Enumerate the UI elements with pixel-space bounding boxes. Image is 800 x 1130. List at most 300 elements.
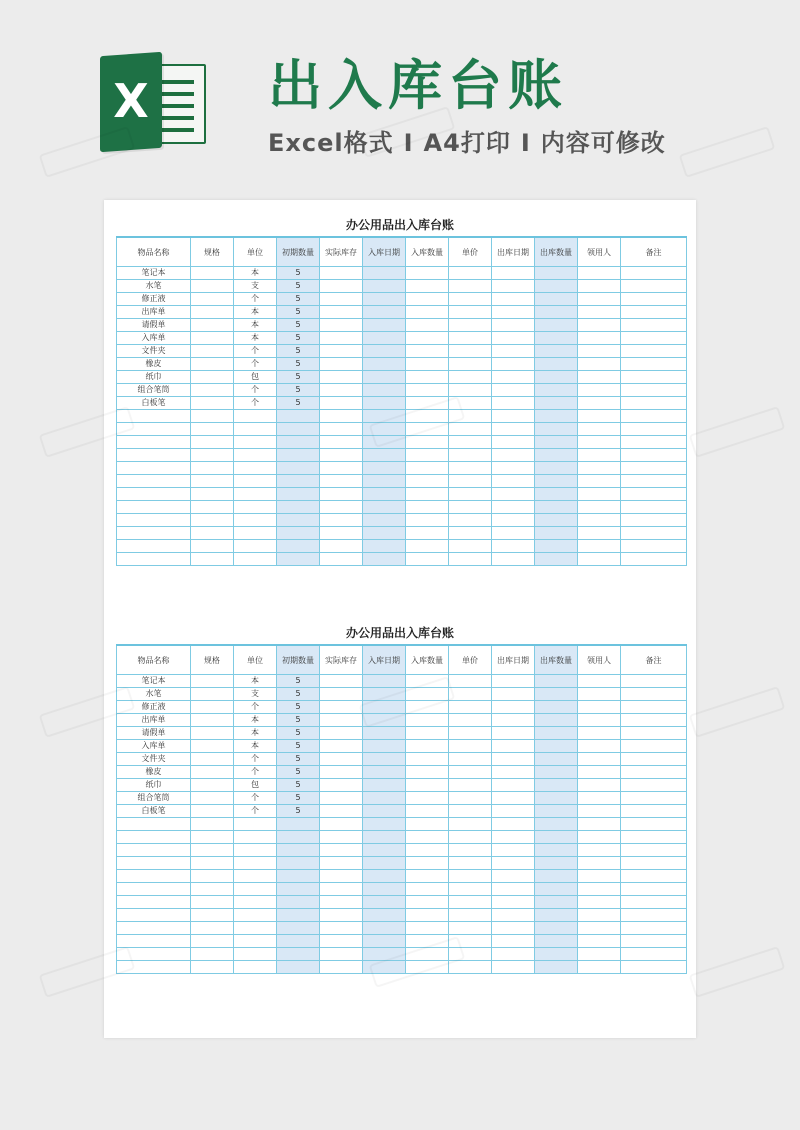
item-unit-cell[interactable]: 个 <box>234 805 277 818</box>
table-cell[interactable] <box>363 319 406 332</box>
table-cell[interactable] <box>535 436 578 449</box>
item-qty-cell[interactable]: 5 <box>277 688 320 701</box>
table-cell[interactable] <box>191 753 234 766</box>
table-cell[interactable] <box>492 727 535 740</box>
table-cell[interactable] <box>449 870 492 883</box>
table-cell[interactable] <box>363 488 406 501</box>
table-cell[interactable] <box>117 831 191 844</box>
table-cell[interactable] <box>191 280 234 293</box>
item-qty-cell[interactable]: 5 <box>277 766 320 779</box>
table-cell[interactable] <box>277 896 320 909</box>
table-cell[interactable] <box>191 384 234 397</box>
table-cell[interactable] <box>492 462 535 475</box>
table-cell[interactable] <box>191 922 234 935</box>
table-cell[interactable] <box>621 740 687 753</box>
table-cell[interactable] <box>117 818 191 831</box>
table-cell[interactable] <box>449 397 492 410</box>
table-cell[interactable] <box>363 540 406 553</box>
table-cell[interactable] <box>320 922 363 935</box>
table-cell[interactable] <box>492 423 535 436</box>
table-cell[interactable] <box>320 527 363 540</box>
table-cell[interactable] <box>578 462 621 475</box>
table-cell[interactable] <box>406 280 449 293</box>
table-cell[interactable] <box>406 688 449 701</box>
table-cell[interactable] <box>621 475 687 488</box>
table-cell[interactable] <box>320 371 363 384</box>
table-cell[interactable] <box>621 306 687 319</box>
table-cell[interactable] <box>492 293 535 306</box>
table-cell[interactable] <box>621 675 687 688</box>
table-cell[interactable] <box>406 961 449 974</box>
table-cell[interactable] <box>449 371 492 384</box>
table-cell[interactable] <box>117 948 191 961</box>
table-cell[interactable] <box>234 831 277 844</box>
table-cell[interactable] <box>234 883 277 896</box>
item-name-cell[interactable]: 水笔 <box>117 280 191 293</box>
table-cell[interactable] <box>535 909 578 922</box>
table-cell[interactable] <box>117 961 191 974</box>
item-name-cell[interactable]: 文件夹 <box>117 753 191 766</box>
table-cell[interactable] <box>621 384 687 397</box>
table-cell[interactable] <box>621 922 687 935</box>
table-cell[interactable] <box>277 436 320 449</box>
table-cell[interactable] <box>578 280 621 293</box>
table-cell[interactable] <box>621 818 687 831</box>
table-cell[interactable] <box>320 948 363 961</box>
table-cell[interactable] <box>621 358 687 371</box>
table-cell[interactable] <box>492 345 535 358</box>
table-cell[interactable] <box>578 423 621 436</box>
table-cell[interactable] <box>363 844 406 857</box>
table-cell[interactable] <box>621 449 687 462</box>
table-cell[interactable] <box>363 805 406 818</box>
table-cell[interactable] <box>535 792 578 805</box>
table-cell[interactable] <box>578 805 621 818</box>
item-unit-cell[interactable]: 包 <box>234 779 277 792</box>
table-cell[interactable] <box>191 805 234 818</box>
table-cell[interactable] <box>363 410 406 423</box>
table-cell[interactable] <box>406 345 449 358</box>
table-cell[interactable] <box>578 514 621 527</box>
table-cell[interactable] <box>363 423 406 436</box>
table-cell[interactable] <box>277 948 320 961</box>
item-unit-cell[interactable]: 个 <box>234 792 277 805</box>
table-cell[interactable] <box>449 358 492 371</box>
table-cell[interactable] <box>535 818 578 831</box>
item-unit-cell[interactable]: 个 <box>234 397 277 410</box>
table-cell[interactable] <box>320 766 363 779</box>
table-cell[interactable] <box>621 423 687 436</box>
table-cell[interactable] <box>191 501 234 514</box>
item-name-cell[interactable]: 白板笔 <box>117 397 191 410</box>
table-cell[interactable] <box>234 948 277 961</box>
table-cell[interactable] <box>191 475 234 488</box>
table-cell[interactable] <box>406 701 449 714</box>
table-cell[interactable] <box>621 961 687 974</box>
table-cell[interactable] <box>406 896 449 909</box>
table-cell[interactable] <box>621 488 687 501</box>
table-cell[interactable] <box>578 870 621 883</box>
table-cell[interactable] <box>363 688 406 701</box>
table-cell[interactable] <box>191 935 234 948</box>
table-cell[interactable] <box>449 779 492 792</box>
table-cell[interactable] <box>363 792 406 805</box>
table-cell[interactable] <box>320 384 363 397</box>
table-cell[interactable] <box>363 935 406 948</box>
table-cell[interactable] <box>363 514 406 527</box>
table-cell[interactable] <box>578 779 621 792</box>
table-cell[interactable] <box>492 675 535 688</box>
table-cell[interactable] <box>535 267 578 280</box>
table-cell[interactable] <box>234 462 277 475</box>
table-cell[interactable] <box>406 319 449 332</box>
table-cell[interactable] <box>621 371 687 384</box>
item-unit-cell[interactable]: 本 <box>234 675 277 688</box>
item-name-cell[interactable]: 出库单 <box>117 306 191 319</box>
table-cell[interactable] <box>578 358 621 371</box>
table-cell[interactable] <box>578 540 621 553</box>
table-cell[interactable] <box>449 961 492 974</box>
table-cell[interactable] <box>363 449 406 462</box>
table-cell[interactable] <box>320 488 363 501</box>
table-cell[interactable] <box>406 831 449 844</box>
table-cell[interactable] <box>406 306 449 319</box>
table-cell[interactable] <box>492 306 535 319</box>
table-cell[interactable] <box>363 753 406 766</box>
table-cell[interactable] <box>191 701 234 714</box>
table-cell[interactable] <box>449 306 492 319</box>
table-cell[interactable] <box>449 896 492 909</box>
item-unit-cell[interactable]: 个 <box>234 766 277 779</box>
table-cell[interactable] <box>117 423 191 436</box>
table-cell[interactable] <box>363 384 406 397</box>
item-unit-cell[interactable]: 本 <box>234 740 277 753</box>
item-unit-cell[interactable]: 支 <box>234 280 277 293</box>
table-cell[interactable] <box>578 883 621 896</box>
table-cell[interactable] <box>578 818 621 831</box>
table-cell[interactable] <box>578 332 621 345</box>
table-cell[interactable] <box>492 267 535 280</box>
table-cell[interactable] <box>320 792 363 805</box>
table-cell[interactable] <box>578 909 621 922</box>
item-unit-cell[interactable]: 个 <box>234 701 277 714</box>
table-cell[interactable] <box>406 371 449 384</box>
table-cell[interactable] <box>277 449 320 462</box>
table-cell[interactable] <box>492 909 535 922</box>
table-cell[interactable] <box>621 857 687 870</box>
table-cell[interactable] <box>406 766 449 779</box>
table-cell[interactable] <box>492 384 535 397</box>
table-cell[interactable] <box>492 540 535 553</box>
table-cell[interactable] <box>449 818 492 831</box>
item-unit-cell[interactable]: 包 <box>234 371 277 384</box>
table-cell[interactable] <box>191 540 234 553</box>
table-cell[interactable] <box>363 501 406 514</box>
table-cell[interactable] <box>578 410 621 423</box>
table-cell[interactable] <box>363 766 406 779</box>
table-cell[interactable] <box>449 857 492 870</box>
table-cell[interactable] <box>578 384 621 397</box>
item-name-cell[interactable]: 入库单 <box>117 332 191 345</box>
table-cell[interactable] <box>535 831 578 844</box>
table-cell[interactable] <box>191 436 234 449</box>
table-cell[interactable] <box>621 410 687 423</box>
table-cell[interactable] <box>363 909 406 922</box>
table-cell[interactable] <box>320 701 363 714</box>
table-cell[interactable] <box>320 740 363 753</box>
table-cell[interactable] <box>363 727 406 740</box>
table-cell[interactable] <box>578 319 621 332</box>
table-cell[interactable] <box>277 514 320 527</box>
table-cell[interactable] <box>320 714 363 727</box>
item-name-cell[interactable]: 笔记本 <box>117 675 191 688</box>
table-cell[interactable] <box>191 948 234 961</box>
table-cell[interactable] <box>191 553 234 566</box>
table-cell[interactable] <box>621 714 687 727</box>
table-cell[interactable] <box>363 397 406 410</box>
item-qty-cell[interactable]: 5 <box>277 753 320 766</box>
table-cell[interactable] <box>117 935 191 948</box>
table-cell[interactable] <box>191 306 234 319</box>
table-cell[interactable] <box>449 766 492 779</box>
table-cell[interactable] <box>277 961 320 974</box>
table-cell[interactable] <box>320 514 363 527</box>
item-qty-cell[interactable]: 5 <box>277 371 320 384</box>
table-cell[interactable] <box>535 753 578 766</box>
table-cell[interactable] <box>191 332 234 345</box>
table-cell[interactable] <box>320 896 363 909</box>
table-cell[interactable] <box>320 423 363 436</box>
table-cell[interactable] <box>363 922 406 935</box>
table-cell[interactable] <box>191 727 234 740</box>
table-cell[interactable] <box>406 540 449 553</box>
table-cell[interactable] <box>578 267 621 280</box>
table-cell[interactable] <box>449 714 492 727</box>
table-cell[interactable] <box>117 909 191 922</box>
table-cell[interactable] <box>535 727 578 740</box>
table-cell[interactable] <box>449 423 492 436</box>
table-cell[interactable] <box>578 857 621 870</box>
table-cell[interactable] <box>117 527 191 540</box>
table-cell[interactable] <box>320 779 363 792</box>
table-cell[interactable] <box>492 740 535 753</box>
table-cell[interactable] <box>449 384 492 397</box>
item-qty-cell[interactable]: 5 <box>277 384 320 397</box>
table-cell[interactable] <box>492 280 535 293</box>
table-cell[interactable] <box>406 267 449 280</box>
table-cell[interactable] <box>277 870 320 883</box>
item-name-cell[interactable]: 出库单 <box>117 714 191 727</box>
table-cell[interactable] <box>191 462 234 475</box>
table-cell[interactable] <box>535 319 578 332</box>
table-cell[interactable] <box>492 805 535 818</box>
table-cell[interactable] <box>535 540 578 553</box>
table-cell[interactable] <box>492 948 535 961</box>
item-unit-cell[interactable]: 支 <box>234 688 277 701</box>
table-cell[interactable] <box>535 306 578 319</box>
table-cell[interactable] <box>234 436 277 449</box>
item-unit-cell[interactable]: 个 <box>234 753 277 766</box>
table-cell[interactable] <box>191 449 234 462</box>
table-cell[interactable] <box>320 345 363 358</box>
table-cell[interactable] <box>535 714 578 727</box>
item-unit-cell[interactable]: 个 <box>234 345 277 358</box>
table-cell[interactable] <box>535 961 578 974</box>
table-cell[interactable] <box>363 831 406 844</box>
table-cell[interactable] <box>449 345 492 358</box>
table-cell[interactable] <box>277 857 320 870</box>
table-cell[interactable] <box>535 805 578 818</box>
item-unit-cell[interactable]: 本 <box>234 267 277 280</box>
table-cell[interactable] <box>449 753 492 766</box>
table-cell[interactable] <box>535 922 578 935</box>
table-cell[interactable] <box>320 436 363 449</box>
table-cell[interactable] <box>449 935 492 948</box>
table-cell[interactable] <box>621 753 687 766</box>
table-cell[interactable] <box>535 766 578 779</box>
item-qty-cell[interactable]: 5 <box>277 280 320 293</box>
table-cell[interactable] <box>320 831 363 844</box>
table-cell[interactable] <box>535 935 578 948</box>
table-cell[interactable] <box>320 540 363 553</box>
table-cell[interactable] <box>191 844 234 857</box>
table-cell[interactable] <box>234 410 277 423</box>
table-cell[interactable] <box>117 449 191 462</box>
table-cell[interactable] <box>406 753 449 766</box>
item-unit-cell[interactable]: 本 <box>234 714 277 727</box>
table-cell[interactable] <box>320 870 363 883</box>
table-cell[interactable] <box>621 701 687 714</box>
item-unit-cell[interactable]: 本 <box>234 319 277 332</box>
table-cell[interactable] <box>320 358 363 371</box>
table-cell[interactable] <box>535 371 578 384</box>
table-cell[interactable] <box>406 792 449 805</box>
table-cell[interactable] <box>191 909 234 922</box>
table-cell[interactable] <box>621 332 687 345</box>
table-cell[interactable] <box>191 779 234 792</box>
table-cell[interactable] <box>578 753 621 766</box>
table-cell[interactable] <box>117 857 191 870</box>
table-cell[interactable] <box>449 332 492 345</box>
item-name-cell[interactable]: 组合笔筒 <box>117 384 191 397</box>
table-cell[interactable] <box>535 740 578 753</box>
item-qty-cell[interactable]: 5 <box>277 740 320 753</box>
table-cell[interactable] <box>621 935 687 948</box>
table-cell[interactable] <box>535 410 578 423</box>
table-cell[interactable] <box>535 514 578 527</box>
table-cell[interactable] <box>492 714 535 727</box>
table-cell[interactable] <box>363 870 406 883</box>
item-unit-cell[interactable]: 本 <box>234 332 277 345</box>
table-cell[interactable] <box>535 688 578 701</box>
table-cell[interactable] <box>191 675 234 688</box>
table-cell[interactable] <box>191 688 234 701</box>
item-name-cell[interactable]: 文件夹 <box>117 345 191 358</box>
item-name-cell[interactable]: 修正液 <box>117 701 191 714</box>
table-cell[interactable] <box>449 267 492 280</box>
table-cell[interactable] <box>535 948 578 961</box>
table-cell[interactable] <box>492 753 535 766</box>
table-cell[interactable] <box>363 883 406 896</box>
table-cell[interactable] <box>535 883 578 896</box>
table-cell[interactable] <box>621 883 687 896</box>
table-cell[interactable] <box>492 688 535 701</box>
table-cell[interactable] <box>449 475 492 488</box>
table-cell[interactable] <box>492 358 535 371</box>
table-cell[interactable] <box>578 740 621 753</box>
table-cell[interactable] <box>406 948 449 961</box>
table-cell[interactable] <box>449 488 492 501</box>
table-cell[interactable] <box>277 475 320 488</box>
table-cell[interactable] <box>578 766 621 779</box>
table-cell[interactable] <box>621 501 687 514</box>
table-cell[interactable] <box>277 540 320 553</box>
table-cell[interactable] <box>234 540 277 553</box>
table-cell[interactable] <box>277 818 320 831</box>
table-cell[interactable] <box>406 714 449 727</box>
table-cell[interactable] <box>191 319 234 332</box>
item-name-cell[interactable]: 组合笔筒 <box>117 792 191 805</box>
table-cell[interactable] <box>535 449 578 462</box>
table-cell[interactable] <box>406 883 449 896</box>
table-cell[interactable] <box>578 714 621 727</box>
item-name-cell[interactable]: 水笔 <box>117 688 191 701</box>
table-cell[interactable] <box>363 961 406 974</box>
table-cell[interactable] <box>449 792 492 805</box>
table-cell[interactable] <box>320 410 363 423</box>
table-cell[interactable] <box>320 883 363 896</box>
item-name-cell[interactable]: 修正液 <box>117 293 191 306</box>
table-cell[interactable] <box>406 358 449 371</box>
table-cell[interactable] <box>492 514 535 527</box>
table-cell[interactable] <box>449 805 492 818</box>
table-cell[interactable] <box>406 423 449 436</box>
table-cell[interactable] <box>492 883 535 896</box>
table-cell[interactable] <box>535 280 578 293</box>
table-cell[interactable] <box>492 818 535 831</box>
table-cell[interactable] <box>406 818 449 831</box>
table-cell[interactable] <box>621 462 687 475</box>
item-name-cell[interactable]: 请假单 <box>117 319 191 332</box>
table-cell[interactable] <box>449 909 492 922</box>
table-cell[interactable] <box>578 844 621 857</box>
table-cell[interactable] <box>117 514 191 527</box>
table-cell[interactable] <box>363 948 406 961</box>
table-cell[interactable] <box>449 514 492 527</box>
table-cell[interactable] <box>535 844 578 857</box>
table-cell[interactable] <box>320 753 363 766</box>
table-cell[interactable] <box>406 436 449 449</box>
table-cell[interactable] <box>578 792 621 805</box>
item-name-cell[interactable]: 橡皮 <box>117 766 191 779</box>
table-cell[interactable] <box>449 553 492 566</box>
table-cell[interactable] <box>578 675 621 688</box>
table-cell[interactable] <box>320 293 363 306</box>
table-cell[interactable] <box>117 922 191 935</box>
table-cell[interactable] <box>191 410 234 423</box>
item-qty-cell[interactable]: 5 <box>277 792 320 805</box>
table-cell[interactable] <box>191 714 234 727</box>
table-cell[interactable] <box>191 488 234 501</box>
table-cell[interactable] <box>535 358 578 371</box>
item-name-cell[interactable]: 入库单 <box>117 740 191 753</box>
table-cell[interactable] <box>406 553 449 566</box>
table-cell[interactable] <box>449 436 492 449</box>
table-cell[interactable] <box>492 935 535 948</box>
table-cell[interactable] <box>234 870 277 883</box>
table-cell[interactable] <box>191 818 234 831</box>
item-qty-cell[interactable]: 5 <box>277 319 320 332</box>
